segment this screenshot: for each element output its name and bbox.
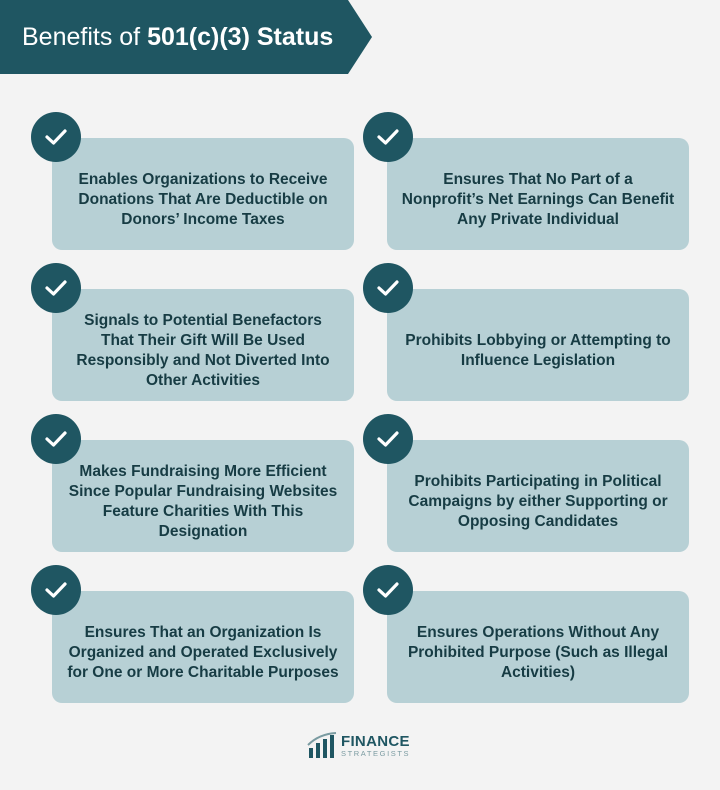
- check-icon: [363, 414, 413, 464]
- benefit-card-1: [52, 138, 354, 250]
- benefit-text: Ensures That an Organization Is Organized and Operated Exclusively for One or More Charitable Purposes: [67, 624, 339, 681]
- benefit-text: Makes Fundraising More Efficient Since Popular Fundraising Websites Feature Charities With This Designation: [68, 463, 338, 540]
- check-icon: [363, 263, 413, 313]
- benefit-card-4: [387, 289, 689, 401]
- benefit-text: Enables Organizations to Receive Donations That Are Deductible on Donors’ Income Taxes: [78, 171, 328, 228]
- benefit-text: Prohibits Participating in Political Campaigns by either Supporting or Opposing Candidates: [408, 473, 668, 530]
- finance-strategists-logo: [307, 731, 410, 761]
- logo-word-finance: FINANCE: [341, 733, 410, 751]
- benefit-card-2: [387, 138, 689, 250]
- benefit-text: Ensures Operations Without Any Prohibited Purpose (Such as Illegal Activities): [407, 624, 669, 681]
- benefit-card-3: [52, 289, 354, 401]
- check-icon: [363, 565, 413, 615]
- title-prefix: Benefits of: [22, 23, 148, 51]
- benefit-card-6: [387, 440, 689, 552]
- logo-word-strategists: STRATEGISTS: [341, 749, 411, 759]
- benefit-text: Ensures That No Part of a Nonprofit’s Net Earnings Can Benefit Any Private Individual: [401, 171, 675, 228]
- check-icon: [31, 565, 81, 615]
- check-icon: [31, 112, 81, 162]
- check-icon: [363, 112, 413, 162]
- benefit-card-8: [387, 591, 689, 703]
- benefit-card-5: [52, 440, 354, 552]
- page-title: [22, 22, 333, 52]
- title-bold: 501(c)(3) Status: [147, 23, 334, 51]
- benefit-card-7: [52, 591, 354, 703]
- benefit-text: Prohibits Lobbying or Attempting to Influence Legislation: [405, 332, 671, 369]
- check-icon: [31, 414, 81, 464]
- logo-mark-icon: [307, 732, 337, 760]
- check-icon: [31, 263, 81, 313]
- benefit-text: Signals to Potential Benefactors That Their Gift Will Be Used Responsibly and Not Diverted Into Other Activities: [76, 312, 330, 389]
